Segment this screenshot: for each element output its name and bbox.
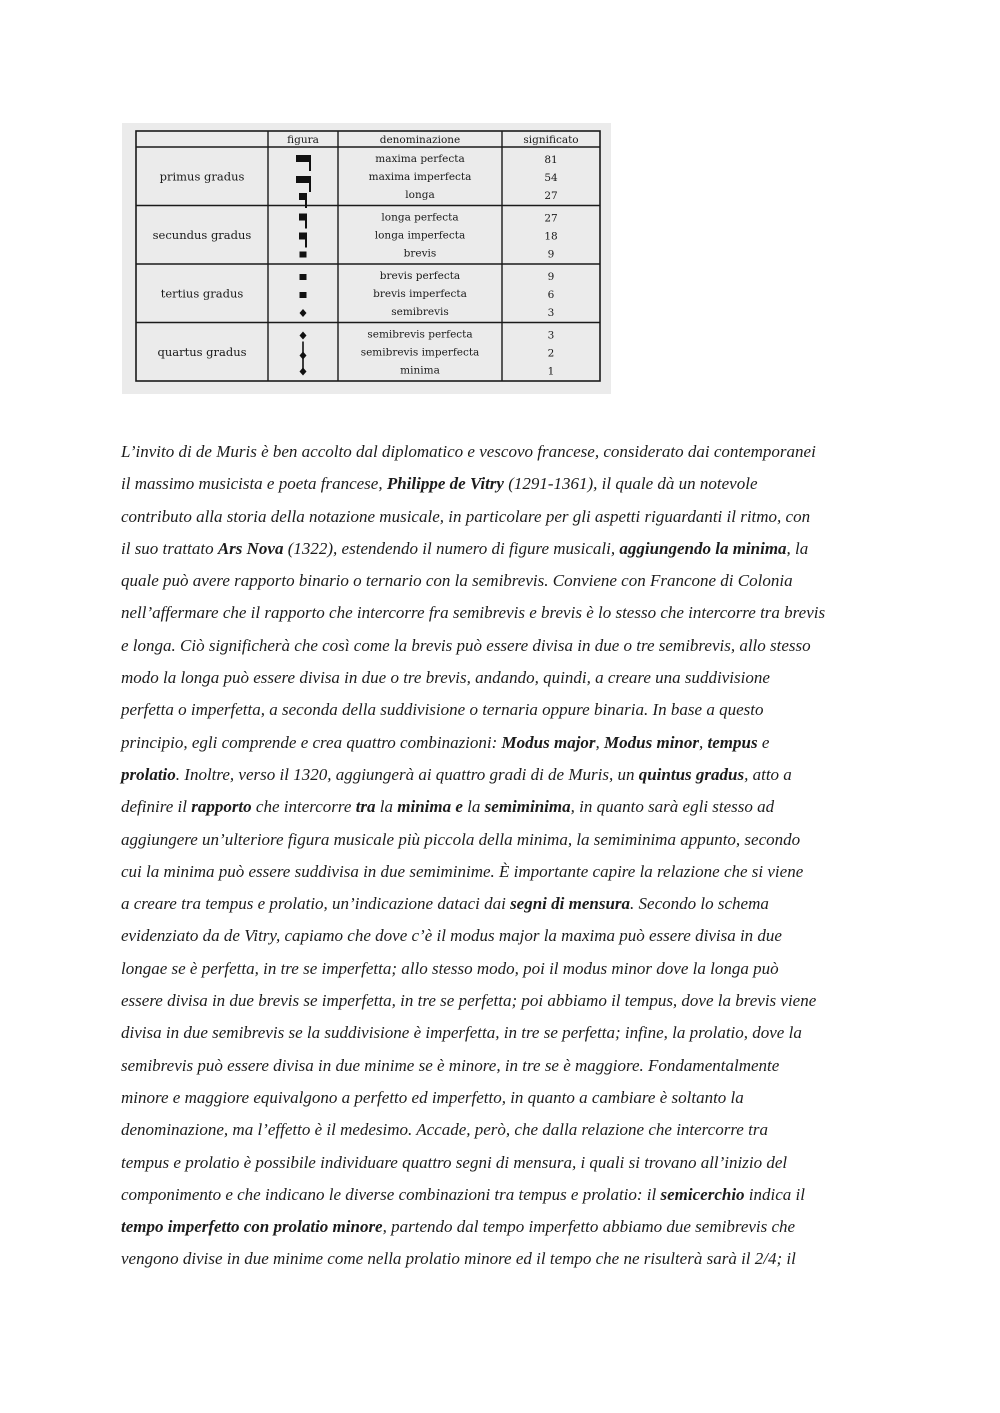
paragraph-line — [121, 662, 877, 694]
paragraph-line — [121, 1114, 877, 1146]
paragraph-line — [121, 1211, 877, 1243]
paragraph-line — [121, 985, 877, 1017]
semibrevis-note-icon — [300, 332, 307, 340]
bold-term: semiminima — [484, 797, 571, 817]
significato-cell: 9 — [547, 271, 555, 283]
brevis-note-icon — [300, 252, 307, 258]
denominazione-cell: maxima perfecta — [375, 153, 465, 165]
text-run: evidenziato da de Vitry, capiamo che dove c’è il modus major la maxima può essere divisa in due — [121, 926, 782, 946]
paragraph-line — [121, 856, 877, 888]
text-run: denominazione, ma l’effetto è il medesimo. Accade, però, che dalla relazione che intercorre tra — [121, 1120, 768, 1140]
text-run: L’invito di de Muris è ben accolto dal diplomatico e vescovo francese, considerato dai contemporanei — [121, 442, 816, 461]
paragraph-line — [121, 1050, 877, 1082]
longa-note-icon — [299, 214, 306, 221]
table-header: figura — [287, 134, 319, 146]
paragraph-line — [121, 1017, 877, 1049]
bold-term: quintus gradus — [638, 764, 745, 784]
mensural-notation-table — [122, 123, 611, 394]
paragraph-line — [121, 597, 877, 629]
text-run: (1322), estendendo il numero di figure musicali, — [283, 538, 620, 558]
text-run: componimento e che indicano le diverse combinazioni tra tempus e prolatio: il — [121, 1184, 661, 1204]
paragraph-line — [121, 468, 877, 500]
bold-term: segni di mensura — [510, 894, 631, 914]
paragraph-line — [121, 1147, 877, 1179]
group-label: primus gradus — [159, 169, 245, 184]
significato-cell: 3 — [547, 307, 555, 319]
text-run: la — [375, 797, 398, 817]
text-run: , atto a — [744, 764, 792, 784]
text-run: indica il — [744, 1184, 805, 1204]
text-run: a creare tra tempus e prolatio, un’indicazione dataci dai — [121, 894, 511, 914]
denominazione-cell: semibrevis perfecta — [367, 328, 473, 341]
table-header: significato — [523, 134, 579, 146]
denominazione-cell: longa perfecta — [381, 211, 459, 224]
text-run: tempus e prolatio è possibile individuare quattro segni di mensura, i quali si trovano all’inizio del — [121, 1152, 788, 1172]
longa-note-icon — [299, 233, 306, 240]
text-run: e longa. Ciò significherà che così come la brevis può essere divisa in due o tre semibrevis, allo stesso — [121, 635, 811, 655]
text-run: il massimo musicista e poeta francese, — [121, 474, 387, 494]
paragraph-line — [121, 888, 877, 920]
paragraph-line — [121, 824, 877, 856]
denominazione-cell: longa — [405, 189, 435, 201]
paragraph-line — [121, 1243, 877, 1275]
significato-cell: 27 — [544, 190, 558, 202]
maxima-note-icon — [296, 155, 310, 162]
significato-cell: 18 — [544, 230, 558, 243]
bold-term: prolatio — [121, 764, 176, 784]
text-run: minore e maggiore equivalgono a perfetto ed imperfetto, in quanto a cambiare è soltanto la — [121, 1087, 744, 1107]
paragraph-line — [121, 533, 877, 565]
text-run: , partendo dal tempo imperfetto abbiamo due semibrevis che — [382, 1217, 796, 1237]
bold-term: tempo imperfetto con prolatio minore — [121, 1217, 383, 1237]
text-run: vengono divise in due minime come nella prolatio minore ed il tempo che ne risulterà sarà il 2/4; il — [121, 1249, 796, 1269]
paragraph-line — [121, 791, 877, 823]
text-run: che intercorre — [251, 797, 356, 817]
bold-term: aggiungendo la minima — [619, 538, 787, 558]
paragraph-line — [121, 759, 877, 791]
text-run: . Inoltre, verso il 1320, aggiungerà ai quattro gradi di de Muris, un — [175, 764, 639, 784]
denominazione-cell: longa imperfecta — [374, 229, 466, 242]
text-run: quale può avere rapporto binario o ternario con la semibrevis. Conviene con Francone di Colonia — [121, 571, 793, 591]
text-run: semibrevis può essere divisa in due minime se è minore, in tre se è maggiore. Fondamentalmente — [121, 1055, 780, 1075]
denominazione-cell: semibrevis — [391, 306, 449, 318]
paragraph-line — [121, 694, 877, 726]
denominazione-cell: brevis perfecta — [379, 270, 461, 282]
maxima-note-icon — [296, 176, 310, 183]
denominazione-cell: maxima imperfecta — [368, 171, 472, 183]
significato-cell: 9 — [547, 248, 555, 261]
group-label: tertius gradus — [160, 286, 244, 301]
bold-term: Philippe de Vitry — [386, 474, 504, 494]
text-run: contributo alla storia della notazione musicale, in particolare per gli aspetti riguardanti il ritmo, con — [121, 506, 811, 526]
significato-cell: 81 — [544, 154, 558, 166]
significato-cell: 3 — [547, 329, 555, 342]
semibrevis-note-icon — [300, 309, 307, 317]
text-run: perfetta o imperfetta, a seconda della suddivisione o ternaria oppure binaria. In base a questo — [121, 700, 764, 720]
significato-cell: 1 — [547, 365, 555, 378]
significato-cell: 2 — [547, 347, 555, 360]
bold-term: tra — [355, 797, 376, 817]
brevis-note-icon — [300, 292, 307, 298]
text-run: , — [699, 732, 708, 752]
text-run: , la — [786, 538, 809, 558]
text-run: il suo trattato — [121, 538, 218, 558]
paragraph-line — [121, 920, 877, 952]
denominazione-cell: minima — [400, 364, 440, 377]
significato-cell: 27 — [544, 212, 558, 225]
bold-term: tempus — [707, 732, 758, 752]
text-run: , in quanto sarà egli stesso ad — [570, 797, 775, 817]
text-run: , — [595, 732, 605, 752]
paragraph-line — [121, 630, 877, 662]
paragraph-line — [121, 1082, 877, 1114]
denominazione-cell: brevis imperfecta — [373, 288, 467, 300]
mensural-notation-table-image — [122, 123, 611, 394]
text-run: (1291-1361), il quale dà un notevole — [503, 474, 758, 494]
paragraph-line — [121, 727, 877, 759]
denominazione-cell: brevis — [403, 247, 437, 260]
significato-cell: 54 — [544, 172, 558, 184]
text-run: longae se è perfetta, in tre se imperfetta; allo stesso modo, poi il modus minor dove la longa può — [121, 958, 779, 978]
text-run: . Secondo lo schema — [630, 894, 769, 914]
bold-term: semicerchio — [660, 1184, 745, 1204]
text-run: la — [462, 797, 485, 817]
bold-term: Ars Nova — [217, 538, 284, 558]
body-paragraph — [121, 436, 877, 1276]
group-label: secundus gradus — [152, 227, 252, 242]
paragraph-line — [121, 953, 877, 985]
paragraph-line — [121, 436, 877, 468]
bold-term: minima e — [397, 797, 463, 817]
paragraph-line — [121, 1179, 877, 1211]
paragraph-line — [121, 501, 877, 533]
text-run: definire il — [121, 797, 192, 817]
text-run: aggiungere un’ulteriore figura musicale più piccola della minima, la semiminima appunto, secondo — [121, 829, 801, 849]
denominazione-cell: semibrevis imperfecta — [360, 346, 480, 359]
significato-cell: 6 — [547, 289, 555, 301]
text-run: e — [757, 732, 770, 752]
table-header: denominazione — [379, 134, 461, 146]
text-run: divisa in due semibrevis se la suddivisione è imperfetta, in tre se perfetta; infine, la prolatio, dove la — [121, 1023, 802, 1043]
longa-note-icon — [299, 193, 306, 200]
text-run: nell’affermare che il rapporto che intercorre fra semibrevis e brevis è lo stesso che intercorre tra brevis — [121, 603, 826, 623]
group-label: quartus gradus — [157, 344, 247, 359]
paragraph-line — [121, 565, 877, 597]
text-run: essere divisa in due brevis se imperfetta, in tre se perfetta; poi abbiamo il tempus, dove la brevis viene — [121, 991, 817, 1011]
text-run: principio, egli comprende e crea quattro combinazioni: — [121, 732, 502, 752]
bold-term: Modus minor — [604, 732, 699, 752]
bold-term: rapporto — [191, 797, 252, 817]
bold-term: Modus major — [501, 732, 596, 752]
text-run: cui la minima può essere suddivisa in due semiminime. È importante capire la relazione che si viene — [121, 861, 804, 881]
brevis-note-icon — [300, 274, 307, 280]
text-run: modo la longa può essere divisa in due o tre brevis, andando, quindi, a creare una suddivisione — [121, 668, 770, 688]
